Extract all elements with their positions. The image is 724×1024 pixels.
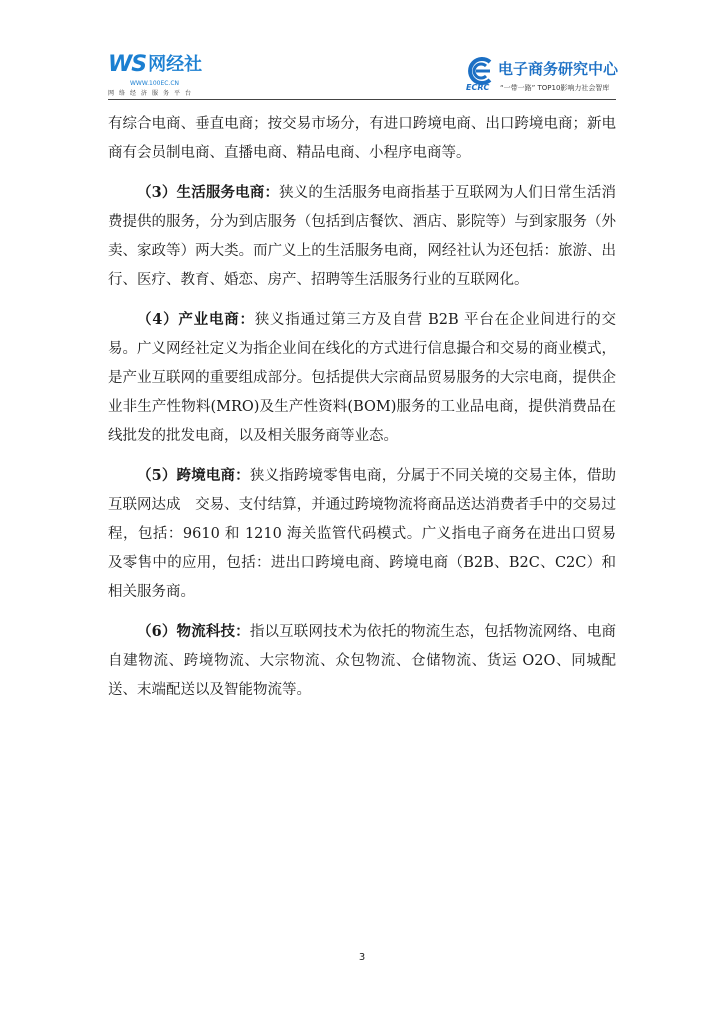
paragraph-logistics-tech [108,617,616,705]
header-divider [108,99,616,100]
ws-logo-mark: WS [108,52,147,77]
paragraph-text: 有综合电商、垂直电商；按交易市场分，有进口跨境电商、出口跨境电商；新电商有会员制电商、直播电商、精品电商、小程序电商等。 [108,116,616,161]
paragraph-text: 指以互联网技术为依托的物流生态，包括物流网络、电商自建物流、跨境物流、大宗物流、众包物流、仓储物流、货运 O2O、同城配送、末端配送以及智能物流等。 [108,624,617,698]
ws-logo-url: WWW.100EC.CN [130,80,180,87]
paragraph-life-service-ecommerce [108,178,616,295]
ws-logo-name: 网经社 [148,54,203,75]
ecrc-logo-tagline: “一带一路” TOP10影响力社会智库 [500,84,610,92]
ecrc-emblem-icon [464,56,496,86]
paragraph-text: 狭义的生活服务电商指基于互联网为人们日常生活消费提供的服务，分为到店服务（包括到店餐饮、酒店、影院等）与到家服务（外卖、家政等）两大类。而广义上的生活服务电商，网经社认为还包括：旅游、出行、医疗、教育、婚恋、房产、招聘等生活服务行业的互联网化。 [108,185,616,288]
ecrc-logo [464,56,624,96]
section-label: （4）产业电商： [137,311,255,328]
paragraph-text: 狭义指跨境零售电商，分属于不同关境的交易主体，借助互联网达成 交易、支付结算，并通过跨境物流将商品送达消费者手中的交易过程，包括：9610 和 1210 海关监管代码模式。广义指电子商务在进出口贸易及零售中的应用，包括：进出口跨境电商、跨境电商（B2B、B2C、C2C）和相关服务商。 [108,468,617,600]
ecrc-logo-name: 电子商务研究中心 [498,60,619,78]
section-label: （6）物流科技： [137,623,250,640]
section-label: （5）跨境电商： [137,467,250,484]
paragraph-industrial-ecommerce [108,305,616,451]
document-body [108,110,616,715]
page-header [0,0,724,100]
page-number: 3 [358,952,366,963]
paragraph-continuation [108,110,616,168]
ws-logo-tagline: 网络经济服务平台 [108,90,197,97]
wangjingshe-logo [108,52,238,96]
section-label: （3）生活服务电商： [137,184,280,201]
ecrc-logo-abbr: ECRC [466,83,490,92]
paragraph-text: 狭义指通过第三方及自营 B2B 平台在企业间进行的交易。广义网经社定义为指企业间在线化的方式进行信息撮合和交易的商业模式，是产业互联网的重要组成部分。包括提供大宗商品贸易服务的大宗电商，提供企业非生产性物料(MRO)及生产性资料(BOM)服务的工业品电商，提供消费品在线批发的批发电商，以及相关服务商等业态。 [108,312,616,444]
paragraph-cross-border-ecommerce [108,461,616,607]
